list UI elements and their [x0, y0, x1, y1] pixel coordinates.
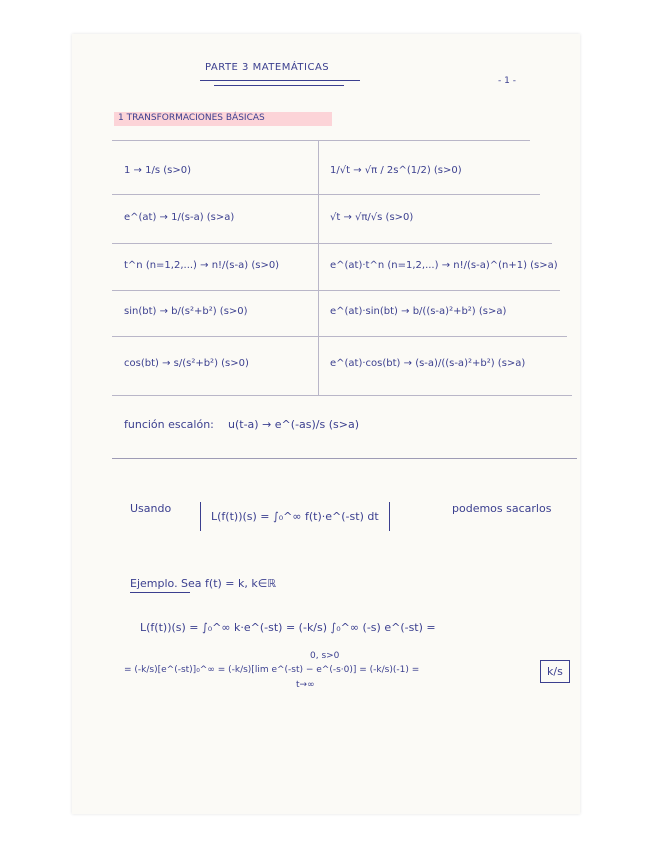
page-number: - 1 - — [498, 76, 516, 86]
table-line-top — [112, 140, 530, 141]
table-row: e^(at) → 1/(s-a) (s>a) — [124, 212, 235, 223]
table-line-3 — [112, 290, 560, 291]
table-row: e^(at)·cos(bt) → (s-a)/((s-a)²+b²) (s>a) — [330, 358, 526, 369]
table-line-4 — [112, 336, 567, 337]
table-divider — [318, 140, 319, 395]
step-function-formula: u(t-a) → e^(-as)/s (s>a) — [228, 418, 360, 431]
usando-label: Usando — [130, 502, 172, 515]
table-row: 1 → 1/s (s>0) — [124, 165, 191, 176]
table-line-5 — [112, 395, 572, 396]
table-line-1 — [112, 194, 540, 195]
section-heading: 1 TRANSFORMACIONES BÁSICAS — [118, 113, 265, 123]
table-row: cos(bt) → s/(s²+b²) (s>0) — [124, 358, 249, 369]
laplace-definition: L(f(t))(s) = ∫₀^∞ f(t)·e^(-st) dt — [200, 502, 390, 531]
title-underline — [200, 80, 360, 81]
separator-line — [112, 458, 577, 459]
table-row: t^n (n=1,2,...) → n!/(s-a) (s>0) — [124, 260, 280, 271]
table-row: 1/√t → √π / 2s^(1/2) (s>0) — [330, 165, 462, 176]
step-function-label: función escalón: — [124, 418, 214, 431]
limit-note: 0, s>0 — [310, 651, 340, 661]
example-underline — [130, 592, 190, 593]
table-row: √t → √π/√s (s>0) — [330, 212, 414, 223]
table-row: sin(bt) → b/(s²+b²) (s>0) — [124, 306, 248, 317]
table-row: e^(at)·t^n (n=1,2,...) → n!/(s-a)^(n+1) (s>a) — [330, 260, 558, 271]
result-box: k/s — [540, 660, 570, 683]
example-heading: Ejemplo. Sea f(t) = k, k∈ℝ — [130, 577, 277, 590]
title-underline-2 — [214, 85, 344, 86]
usando-tail: podemos sacarlos — [452, 502, 552, 515]
table-line-2 — [112, 243, 552, 244]
page-title: PARTE 3 MATEMÁTICAS — [205, 62, 330, 73]
limit-subscript: t→∞ — [296, 680, 315, 690]
table-row: e^(at)·sin(bt) → b/((s-a)²+b²) (s>a) — [330, 306, 507, 317]
example-line-2: = (-k/s)[e^(-st)]₀^∞ = (-k/s)[lim e^(-st) − e^(-s·0)] = (-k/s)(-1) = — [124, 665, 420, 675]
example-line-1: L(f(t))(s) = ∫₀^∞ k·e^(-st) = (-k/s) ∫₀^∞ (-s) e^(-st) = — [140, 621, 436, 634]
